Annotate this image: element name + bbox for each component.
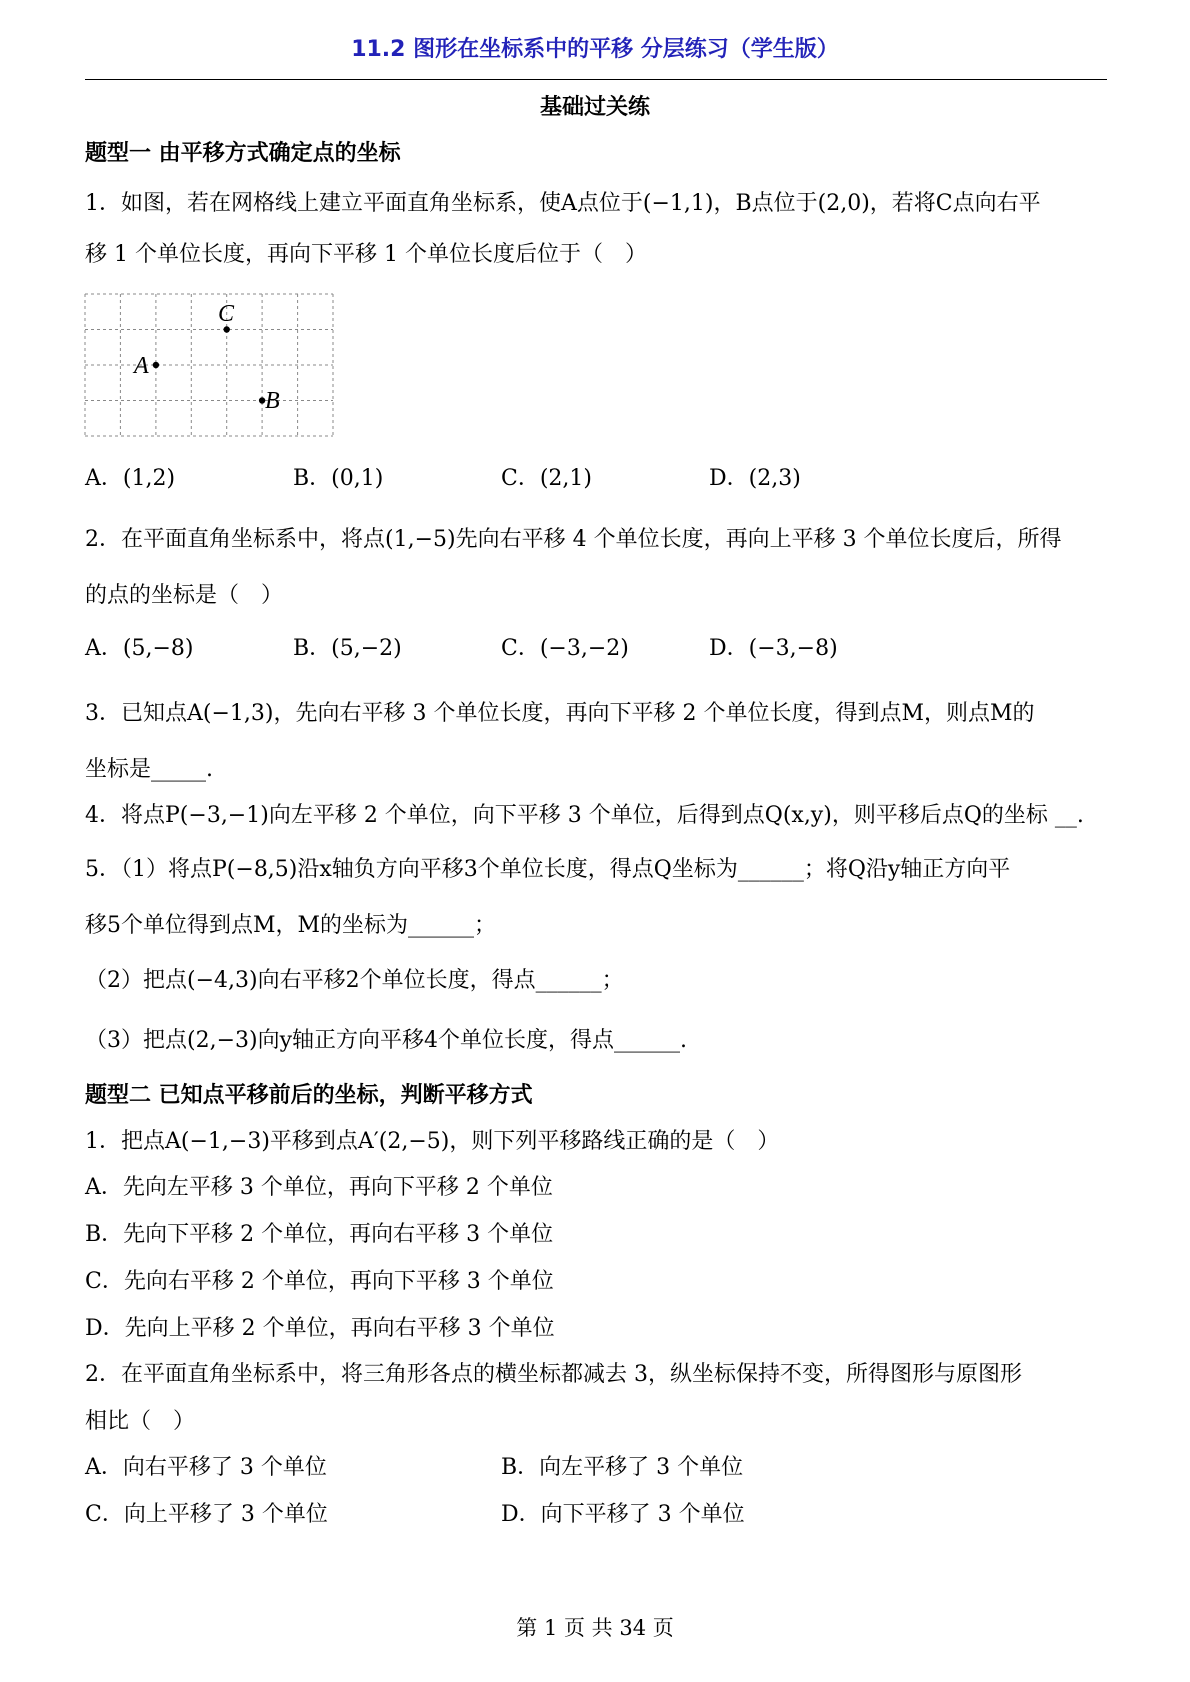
t2-q1-option-b: B．先向下平移 2 个单位，再向右平移 3 个单位 <box>85 1222 554 1247</box>
t1-q2-option-d: D．(−3,−8) <box>709 636 838 661</box>
point-a <box>153 362 159 368</box>
t1-q1-option-c: C．(2,1) <box>501 466 592 491</box>
label-a: A <box>134 353 149 379</box>
t2-q2-option-a: A．向右平移了 3 个单位 <box>85 1455 327 1480</box>
header-divider <box>85 79 1107 80</box>
t2-q2-option-d: D．向下平移了 3 个单位 <box>501 1502 745 1527</box>
t1-q1-option-a: A．(1,2) <box>85 466 176 491</box>
t2-q2-option-b: B．向左平移了 3 个单位 <box>501 1455 744 1480</box>
t1-q1-option-b: B．(0,1) <box>293 466 384 491</box>
t2-q2-line1: 2．在平面直角坐标系中，将三角形各点的横坐标都减去 3，纵坐标保持不变，所得图形与原图形 <box>85 1362 1022 1387</box>
point-c <box>224 326 230 332</box>
t1-q2-line2: 的点的坐标是（ ） <box>85 583 284 608</box>
t1-q5-line3: （2）把点(−4,3)向右平移2个单位长度，得点______； <box>85 968 624 993</box>
page-footer: 第 1 页 共 34 页 <box>516 1616 674 1640</box>
question-type-2-title: 题型二 已知点平移前后的坐标，判断平移方式 <box>85 1083 533 1108</box>
t1-q1-line2: 移 1 个单位长度，再向下平移 1 个单位长度后位于（ ） <box>85 242 647 267</box>
t1-q3-line2: 坐标是_____. <box>85 757 213 782</box>
t1-q5-line4: （3）把点(2,−3)向y轴正方向平移4个单位长度，得点______. <box>85 1028 688 1053</box>
grid-lines <box>85 294 333 436</box>
question-type-1-title: 题型一 由平移方式确定点的坐标 <box>85 141 401 166</box>
section-title: 基础过关练 <box>539 95 650 120</box>
t2-q1-line1: 1．把点A(−1,−3)平移到点A′(2,−5)，则下列平移路线正确的是（ ） <box>85 1129 780 1154</box>
t1-q2-option-b: B．(5,−2) <box>293 636 402 661</box>
label-c: C <box>218 301 235 327</box>
t2-q1-option-c: C．先向右平移 2 个单位，再向下平移 3 个单位 <box>85 1269 554 1294</box>
t1-q5-line2: 移5个单位得到点M，M的坐标为______； <box>85 913 497 938</box>
t1-q1-option-d: D．(2,3) <box>709 466 801 491</box>
t2-q1-option-a: A．先向左平移 3 个单位，再向下平移 2 个单位 <box>85 1175 553 1200</box>
label-b: B <box>265 388 280 414</box>
t2-q2-option-c: C．向上平移了 3 个单位 <box>85 1502 328 1527</box>
t1-q2-option-c: C．(−3,−2) <box>501 636 629 661</box>
t2-q1-option-d: D．先向上平移 2 个单位，再向右平移 3 个单位 <box>85 1316 555 1341</box>
document-title: 11.2 图形在坐标系中的平移 分层练习（学生版） <box>351 37 839 62</box>
grid-figure <box>84 293 336 439</box>
t1-q3-line1: 3．已知点A(−1,3)，先向右平移 3 个单位长度，再向下平移 2 个单位长度，得到点M，则点M的 <box>85 701 1035 726</box>
t1-q2-line1: 2．在平面直角坐标系中，将点(1,−5)先向右平移 4 个单位长度，再向上平移 3 个单位长度后，所得 <box>85 527 1062 552</box>
t1-q2-option-a: A．(5,−8) <box>85 636 194 661</box>
t1-q5-line1: 5．（1）将点P(−8,5)沿x轴负方向平移3个单位长度，得点Q坐标为______；将Q沿y轴正方向平 <box>85 857 1011 882</box>
t1-q1-line1: 1．如图，若在网格线上建立平面直角坐标系，使A点位于(−1,1)，B点位于(2,0)，若将C点向右平 <box>85 191 1041 216</box>
t1-q4-line1: 4．将点P(−3,−1)向左平移 2 个单位，向下平移 3 个单位，后得到点Q(x,y)，则平移后点Q的坐标 __. <box>85 803 1084 828</box>
t2-q2-line2: 相比（ ） <box>85 1409 196 1434</box>
